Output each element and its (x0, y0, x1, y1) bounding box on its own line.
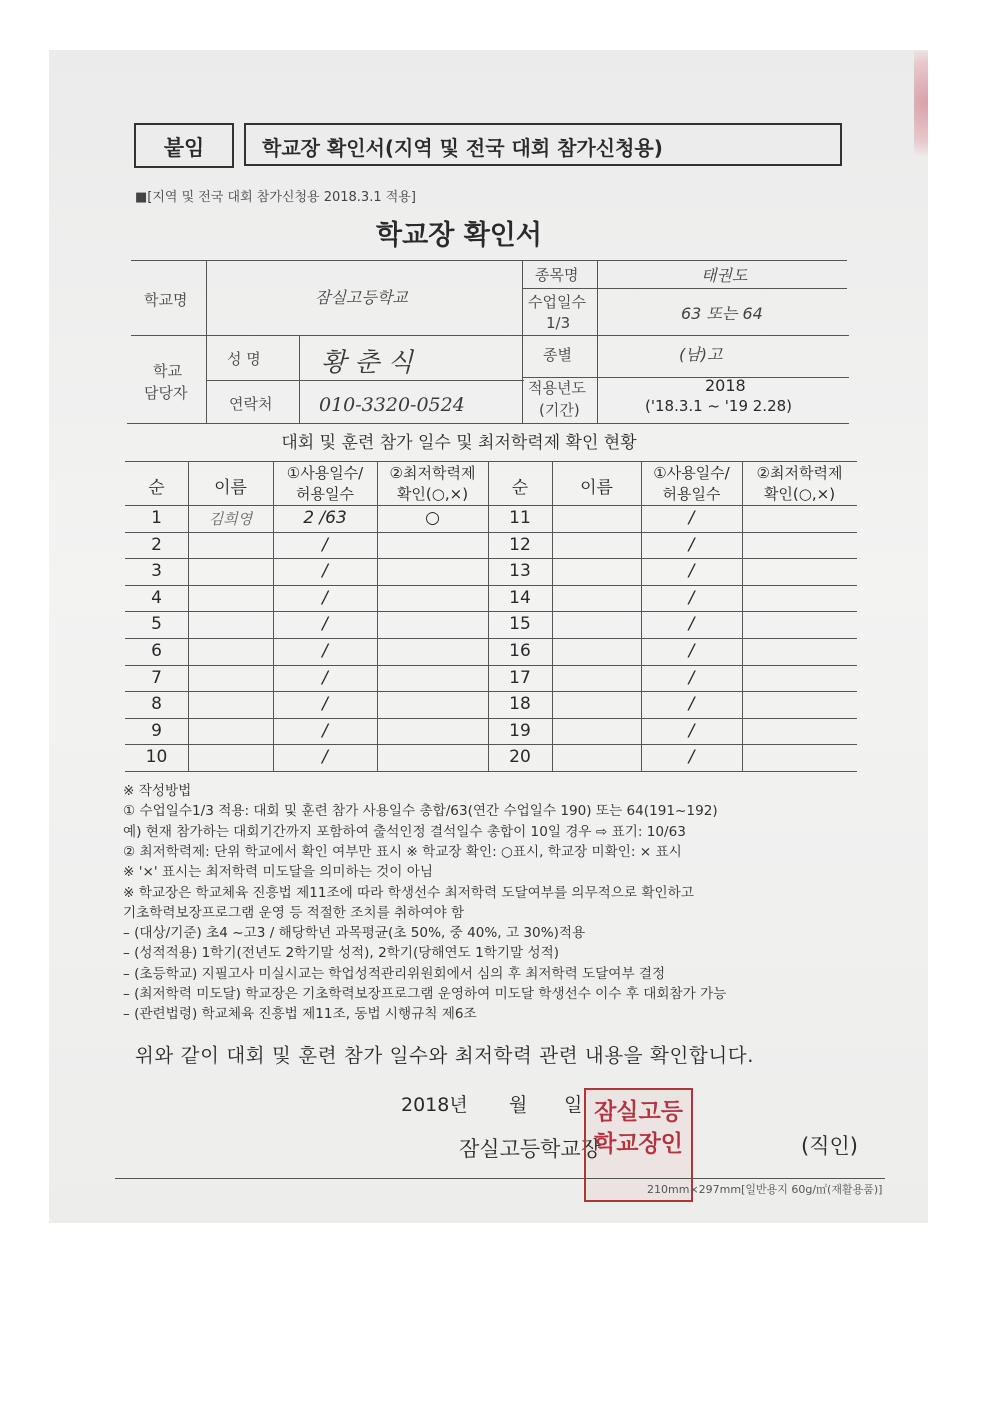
row-seq: 6 (151, 641, 162, 661)
days-label-1: 수업일수 (528, 293, 586, 311)
note-line: ※ 학교장은 학교체육 진흥법 제11조에 따라 학생선수 최저학력 도달여부를 의무적으로 확인하고 (123, 884, 694, 901)
days-label-2: 1/3 (546, 314, 571, 332)
name-label: 성 명 (227, 350, 261, 368)
manager-label-2: 담당자 (144, 384, 188, 402)
header-min-2-right: 확인(○,×) (763, 485, 836, 503)
header-min-1-left: ②최저학력제 (389, 464, 476, 482)
row-seq: 15 (509, 614, 531, 635)
row-seq: 9 (151, 720, 162, 741)
row-check: ○ (425, 508, 440, 528)
header-min-1-right: ②최저학력제 (756, 464, 843, 482)
row-seq: 16 (509, 641, 531, 661)
contact-value: 010-3320-0524 (319, 394, 465, 416)
row-seq: 4 (151, 587, 162, 608)
principal-name: 잠실고등학교장 (459, 1137, 602, 1161)
row-days: / (322, 587, 328, 608)
row-days: / (322, 720, 328, 741)
row-seq: 10 (145, 747, 168, 768)
row-name: 김희영 (208, 510, 253, 528)
row-days: / (688, 720, 695, 741)
note-line: 기초학력보장프로그램 운영 등 적절한 조치를 취하여야 함 (123, 904, 465, 921)
row-seq: 17 (509, 667, 531, 688)
row-days: / (688, 508, 695, 528)
row-days: / (688, 694, 695, 715)
header-seq-right: 순 (511, 478, 529, 498)
row-days: / (322, 561, 328, 582)
row-days: / (322, 614, 328, 635)
row-seq: 8 (151, 694, 162, 715)
event-label: 종목명 (535, 266, 579, 284)
header-days-1-right: ①사용일수/ (653, 464, 730, 482)
row-seq: 5 (151, 614, 162, 635)
date-year: 2018년 (401, 1094, 468, 1116)
header-days-1-left: ①사용일수/ (286, 464, 364, 482)
confirm-sentence: 위와 같이 대회 및 훈련 참가 일수와 최저학력 관련 내용을 확인합니다. (135, 1044, 755, 1067)
note-line: ※ 작성방법 (123, 783, 192, 799)
school-label: 학교명 (144, 291, 188, 309)
row-days: / (322, 534, 328, 555)
footer-line (115, 1178, 885, 1179)
form-title: 학교장 확인서 (376, 220, 542, 251)
header-days-2-left: 허용일수 (296, 485, 354, 503)
school-value: 잠실고등학교 (315, 288, 408, 307)
days-value: 63 또는 64 (681, 304, 763, 323)
row-days: / (322, 667, 328, 688)
form-note: ■[지역 및 전국 대회 참가신청용 2018.3.1 적용] (135, 190, 416, 205)
row-days: / (322, 641, 328, 661)
row-days: / (688, 587, 695, 608)
note-line: – (관련법령) 학교체육 진흥법 제11조, 동법 시행규칙 제6조 (123, 1006, 477, 1023)
row-seq: 3 (151, 561, 162, 582)
row-days: / (688, 614, 695, 635)
row-seq: 19 (509, 720, 531, 741)
header-name-left: 이름 (214, 478, 247, 498)
seal-label: (직인) (801, 1134, 858, 1158)
row-seq: 20 (509, 747, 531, 768)
year-label-2: (기간) (539, 401, 580, 419)
row-seq: 14 (509, 587, 531, 608)
contact-label: 연락처 (229, 395, 273, 413)
note-line: – (최저학력 미도달) 학교장은 기초학력보장프로그램 운영하여 미도달 학생선수 이수 후 대회참가 가능 (123, 986, 727, 1002)
row-days: / (688, 747, 695, 768)
category-value: (남)고 (679, 345, 723, 364)
row-seq: 12 (509, 534, 531, 555)
note-line: – (초등학교) 지필고사 미실시교는 학업성적관리위원회에서 심의 후 최저학력 도달여부 결정 (123, 965, 666, 982)
header-name-right: 이름 (580, 478, 613, 498)
row-days: / (688, 561, 695, 582)
year-value-1: 2018 (705, 376, 746, 395)
row-seq: 2 (151, 534, 162, 555)
note-line: 예) 현재 참가하는 대회기간까지 포함하여 출석인정 결석일수 총합이 10일 경우 ⇨ 표기: 10/63 (123, 823, 686, 840)
row-seq: 11 (509, 508, 531, 528)
note-line: – (대상/기준) 초4 ~고3 / 해당학년 과목평균(초 50%, 중 40%, 고 30%)적용 (123, 925, 586, 942)
name-value: 황 춘 식 (321, 348, 413, 378)
status-title: 대회 및 훈련 참가 일수 및 최저학력제 확인 현황 (281, 433, 637, 453)
attachment-label: 붙임 (163, 136, 205, 160)
date-day: 일 (564, 1094, 583, 1116)
seal-text: 잠실고등학교장인 (594, 1098, 683, 1157)
category-label: 종별 (543, 346, 572, 364)
row-days: / (688, 641, 695, 661)
document-photo (49, 50, 928, 1223)
event-value: 태권도 (701, 266, 748, 285)
manager-label-1: 학교 (153, 362, 182, 380)
year-value-2: ('18.3.1 ~ '19 2.28) (645, 397, 793, 415)
note-line: ② 최저학력제: 단위 학교에서 확인 여부만 표시 ※ 학교장 확인: ○표시, 학교장 미확인: × 표시 (123, 843, 682, 860)
row-days: / (688, 667, 695, 688)
row-days: 2 /63 (303, 508, 347, 528)
note-line: ※ '×' 표시는 최저학력 미도달을 의미하는 것이 아님 (123, 864, 433, 881)
note-line: – (성적적용) 1학기(전년도 2학기말 성적), 2학기(당해연도 1학기말 성적) (123, 945, 560, 962)
header-min-2-left: 확인(○,×) (396, 485, 469, 503)
attachment-title: 학교장 확인서(지역 및 전국 대회 참가신청용) (262, 136, 663, 160)
header-seq-left: 순 (148, 478, 165, 498)
row-days: / (688, 534, 695, 555)
year-label-1: 적용년도 (528, 379, 586, 397)
paper-spec: 210mm×297mm[일반용지 60g/㎡(재활용품)] (647, 1183, 883, 1196)
row-days: / (322, 747, 328, 768)
note-line: ① 수업일수1/3 적용: 대회 및 훈련 참가 사용일수 총합/63(연간 수업일수 190) 또는 64(191~192) (123, 803, 718, 820)
row-seq: 18 (509, 694, 531, 715)
header-days-2-right: 허용일수 (662, 485, 721, 503)
row-seq: 7 (151, 667, 162, 688)
row-days: / (322, 694, 328, 715)
row-seq: 13 (509, 561, 531, 582)
date-month: 월 (509, 1094, 528, 1116)
row-seq: 1 (151, 508, 162, 528)
